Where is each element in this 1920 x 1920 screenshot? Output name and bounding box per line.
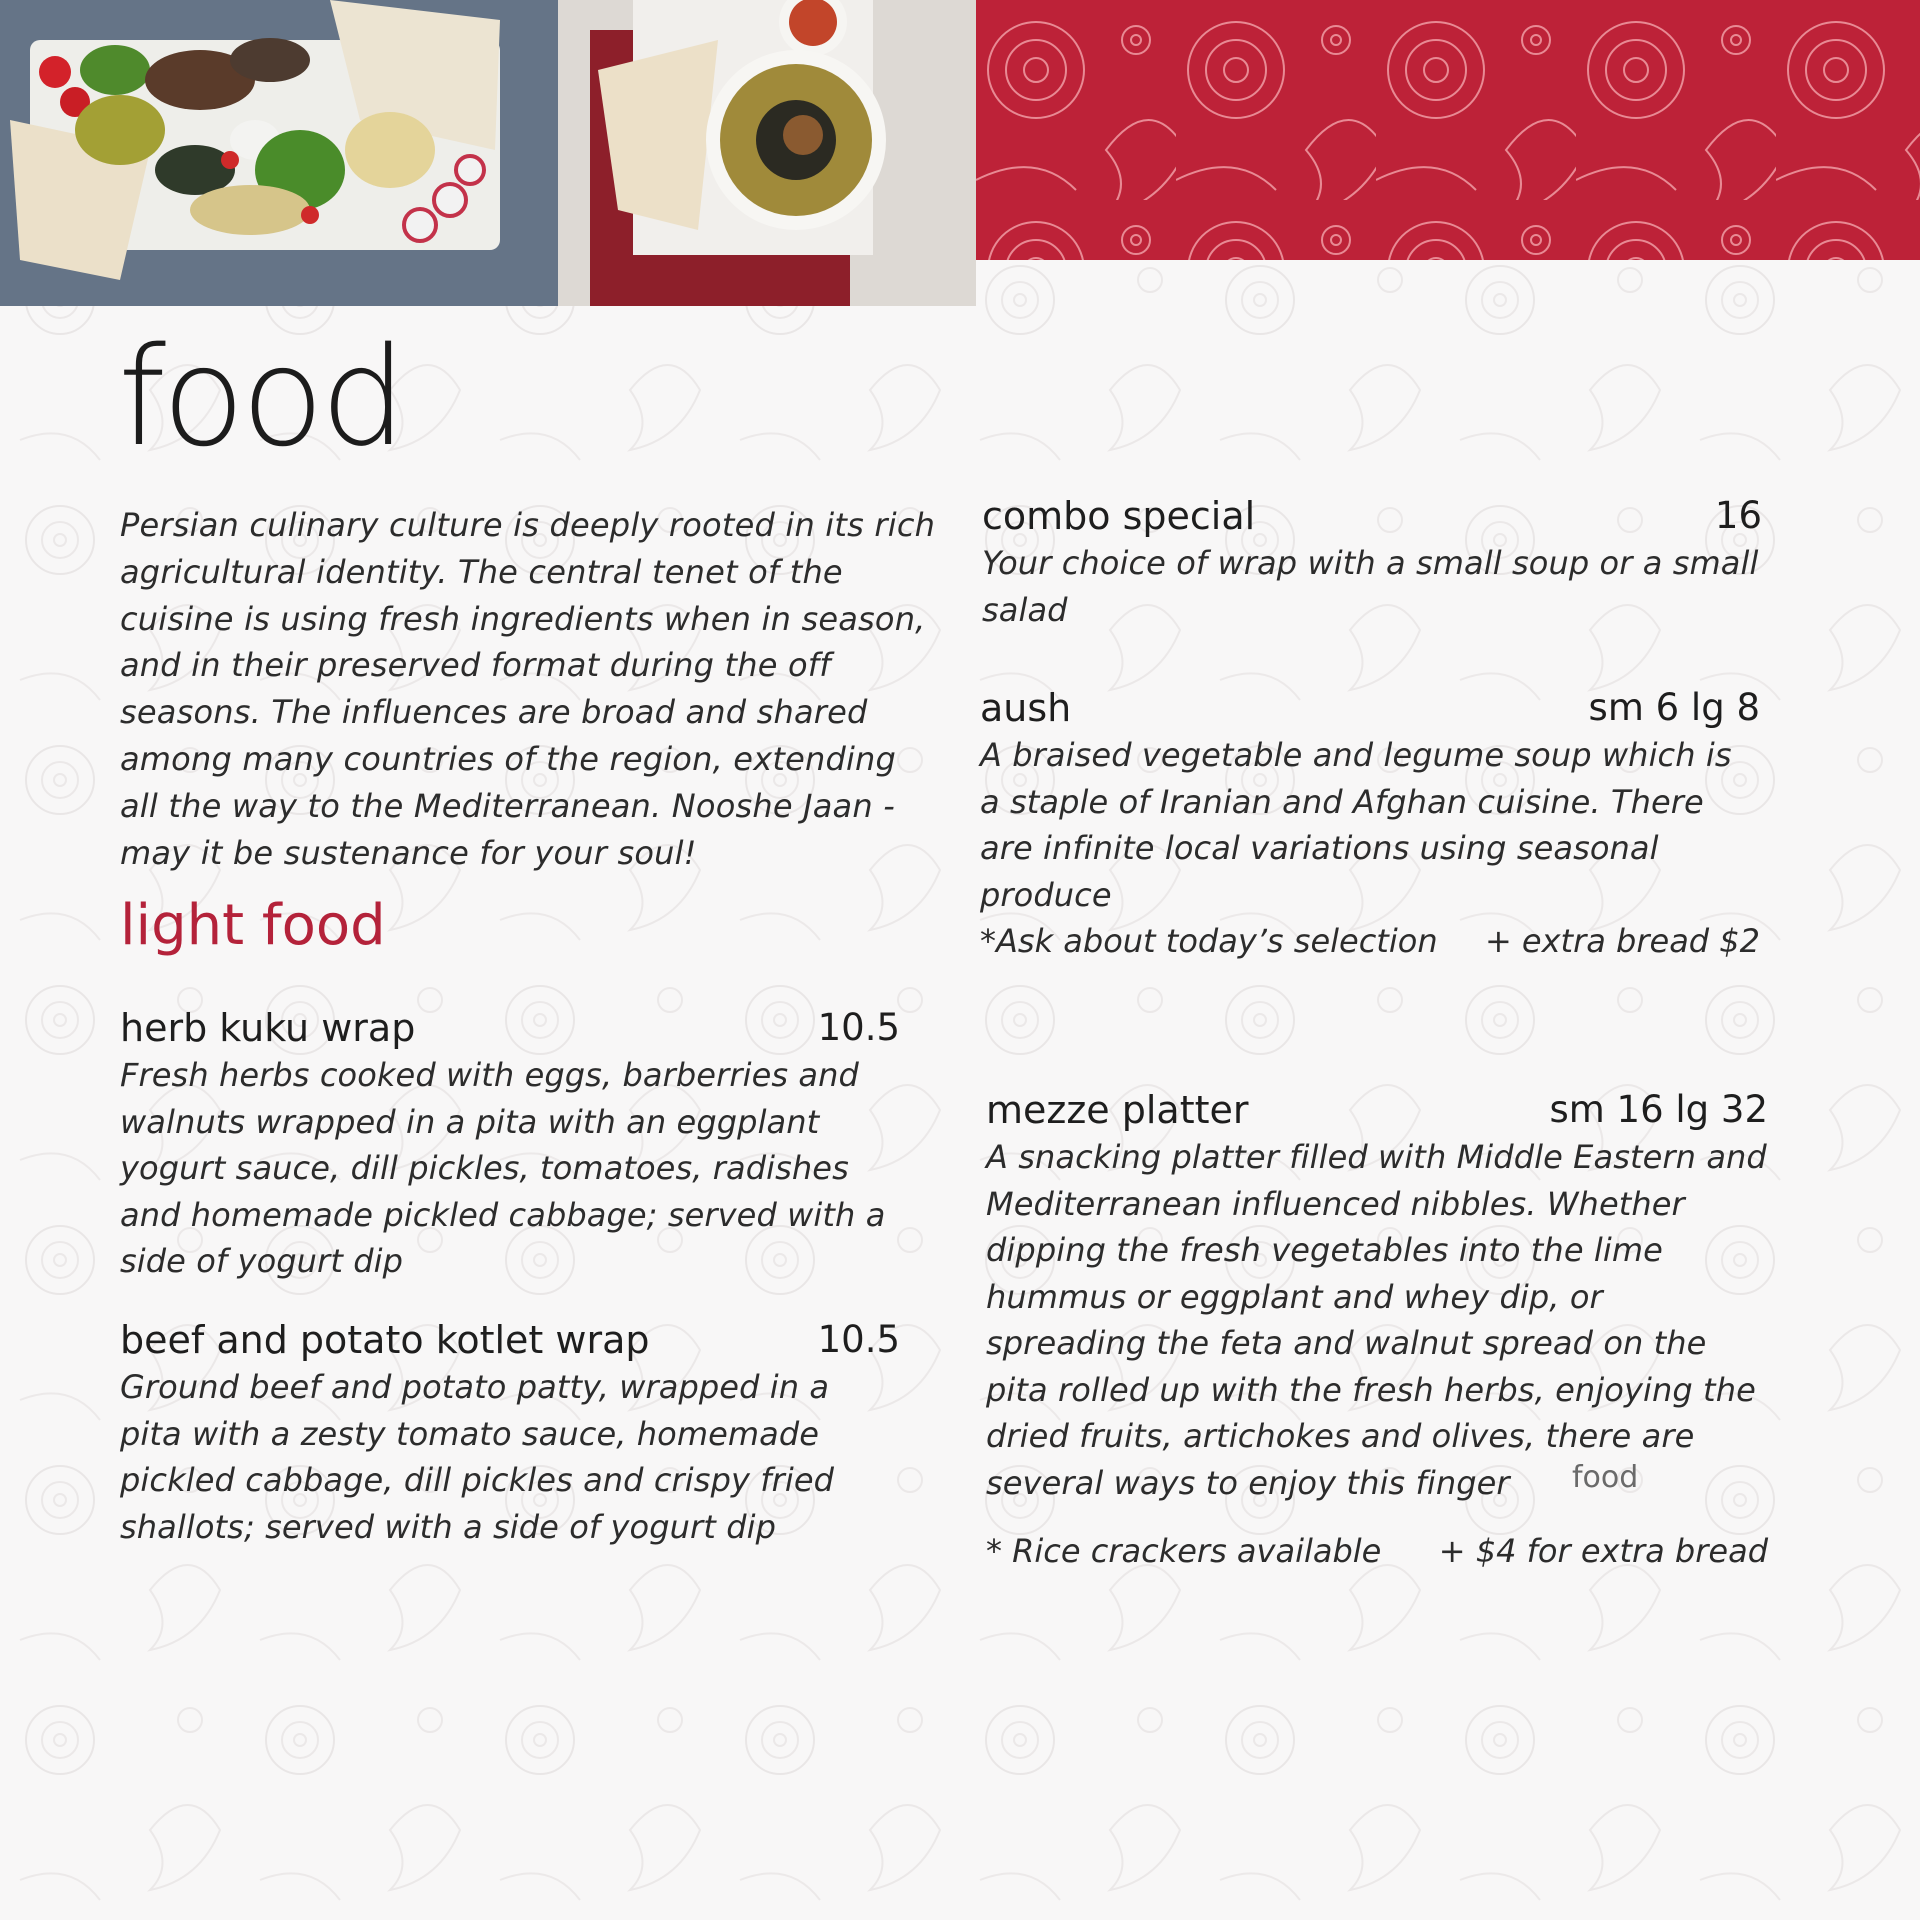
item-description: Fresh herbs cooked with eggs, barberries and walnuts wrapped in a pita with an eggplant yogurt sauce, dill pickles, tomatoes, radishes and homemade pickled cabbage; served with a side of yogurt dip xyxy=(120,1056,886,1280)
intro-text: Persian culinary culture is deeply rooted in its rich agricultural identity. The central tenet of the cuisine is using fresh ingredients when in season, and in their preserved format during the off seasons. The influences are broad and shared among many countries of the region, extending all the way to the Mediterranean. Nooshe Jaan - may it be sustenance for your soul! xyxy=(120,506,936,872)
menu-item-mezze-platter xyxy=(986,1086,1768,1574)
item-price: 10.5 xyxy=(817,1006,900,1049)
menu-item-combo-special xyxy=(982,492,1762,633)
item-description: A snacking platter filled with Middle Eastern and Mediterranean influenced nibbles. Whether dipping the fresh vegetables into the lime hummus or eggplant and whey dip, or spreading the feta and walnut spread on the pita rolled up with the fresh herbs, enjoying the dried fruits, artichokes and olives, there are several ways to enjoy this finger xyxy=(986,1138,1767,1502)
item-price: sm 6 lg 8 xyxy=(1588,686,1760,729)
item-price: 10.5 xyxy=(817,1318,900,1361)
item-note: * Rice crackers available xyxy=(986,1532,1382,1570)
item-extra: + extra bread $2 xyxy=(1484,922,1760,960)
menu-item-kotlet-wrap xyxy=(120,1316,900,1550)
page-title: food xyxy=(118,319,403,477)
item-description: Ground beef and potato patty, wrapped in a pita with a zesty tomato sauce, homemade pickled cabbage, dill pickles and crispy fried shallots; served with a side of yogurt dip xyxy=(120,1368,835,1546)
item-name: herb kuku wrap xyxy=(120,1006,416,1050)
item-name: beef and potato kotlet wrap xyxy=(120,1318,650,1362)
aush-soup-photo xyxy=(558,0,976,306)
item-price: sm 16 lg 32 xyxy=(1549,1088,1768,1131)
item-price: 16 xyxy=(1714,494,1762,537)
item-name: mezze platter xyxy=(986,1088,1249,1132)
item-name: aush xyxy=(980,686,1072,730)
item-name: combo special xyxy=(982,494,1256,538)
overlapping-stray-text: food xyxy=(1572,1460,1639,1495)
item-description: A braised vegetable and legume soup which is a staple of Iranian and Afghan cuisine. There are infinite local variations using seasonal produce xyxy=(980,736,1732,914)
item-extra: + $4 for extra bread xyxy=(1438,1532,1768,1570)
section-title-light-food: light food xyxy=(120,893,386,958)
menu-item-aush xyxy=(980,684,1760,964)
item-description: Your choice of wrap with a small soup or a small salad xyxy=(982,544,1759,629)
item-note: *Ask about today’s selection xyxy=(980,922,1438,960)
mezze-platter-photo xyxy=(0,0,558,306)
menu-item-herb-kuku-wrap xyxy=(120,1004,900,1285)
paisley-pattern xyxy=(976,0,1920,260)
